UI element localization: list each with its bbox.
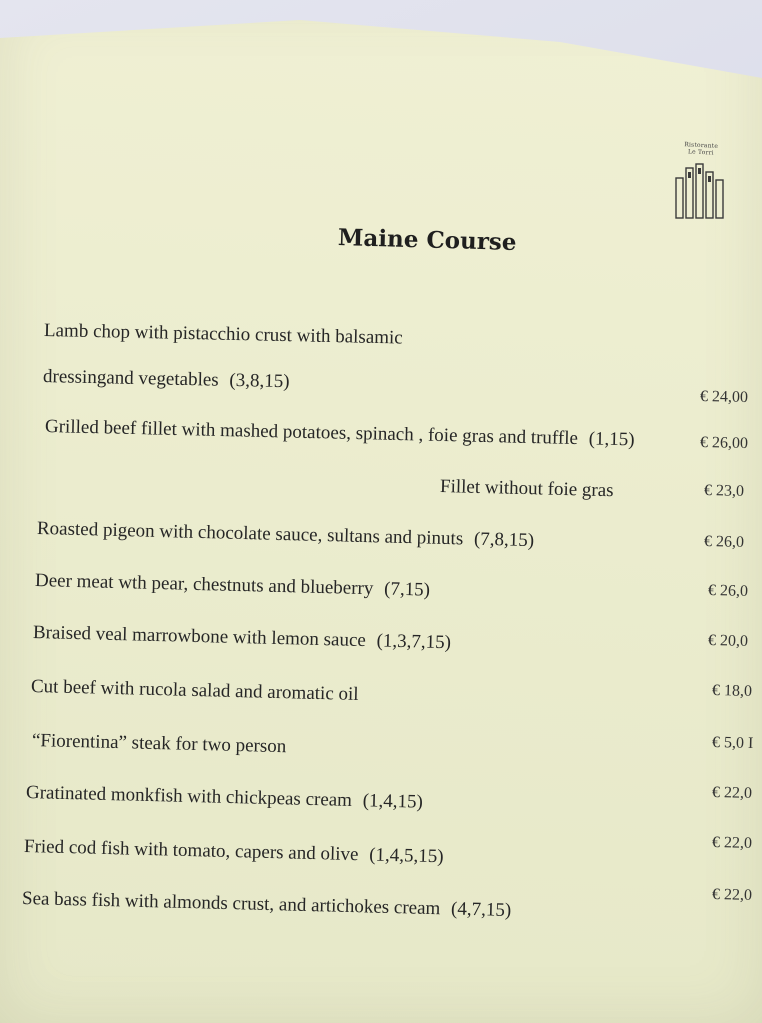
item-allergens: (7,15)	[383, 578, 431, 601]
towers-icon	[674, 162, 728, 220]
menu-item-fillet-without-foie-gras	[440, 476, 614, 502]
item-description: Roasted pigeon with chocolate sauce, sultans and pinuts	[36, 518, 464, 550]
item-price: € 22,0	[711, 784, 753, 802]
item-description: Sea bass fish with almonds crust, and artichokes cream	[21, 888, 441, 920]
item-allergens: (1,4,5,15)	[368, 844, 444, 868]
item-description: Deer meat wth pear, chestnuts and blueberry	[34, 570, 374, 600]
item-price: € 20,0	[707, 632, 749, 650]
item-description: Fried cod fish with tomato, capers and olive	[23, 836, 359, 866]
item-allergens: (7,8,15)	[473, 528, 535, 552]
item-description: Lamb chop with pistacchio crust with balsamic	[43, 320, 403, 349]
item-price: € 18,0	[711, 682, 753, 700]
item-description: Grilled beef fillet with mashed potatoes, spinach , foie gras and truffle	[44, 416, 579, 450]
item-description: Braised veal marrowbone with lemon sauce	[32, 622, 367, 652]
item-description: dressingand vegetables	[42, 366, 219, 391]
item-allergens: (1,3,7,15)	[376, 630, 452, 654]
item-price: € 26,0	[703, 533, 745, 551]
item-price: € 26,00	[699, 434, 749, 453]
item-price: € 5,0 I	[711, 734, 754, 753]
item-price: € 23,0	[703, 482, 745, 500]
item-description: Gratinated monkfish with chickpeas cream	[25, 782, 353, 811]
item-description: Fillet without foie gras	[439, 476, 614, 502]
item-allergens: (4,7,15)	[450, 898, 512, 921]
logo-wordmark	[670, 140, 733, 157]
item-price: € 22,0	[711, 834, 753, 852]
item-price: € 26,0	[707, 582, 749, 600]
item-price: € 22,0	[711, 886, 753, 904]
item-description: “Fiorentina” steak for two person	[31, 730, 287, 758]
section-title: Maine Course	[337, 224, 517, 256]
logo-line-2: Le Torri	[687, 148, 714, 157]
item-price: € 24,00	[699, 388, 749, 407]
item-allergens: (3,8,15)	[229, 369, 290, 393]
item-allergens: (1,4,15)	[362, 790, 424, 813]
item-description: Cut beef with rucola salad and aromatic oil	[30, 676, 359, 706]
restaurant-logo	[670, 142, 732, 222]
logo-line-1: Ristorante	[684, 141, 719, 150]
item-allergens: (1,15)	[588, 428, 635, 451]
